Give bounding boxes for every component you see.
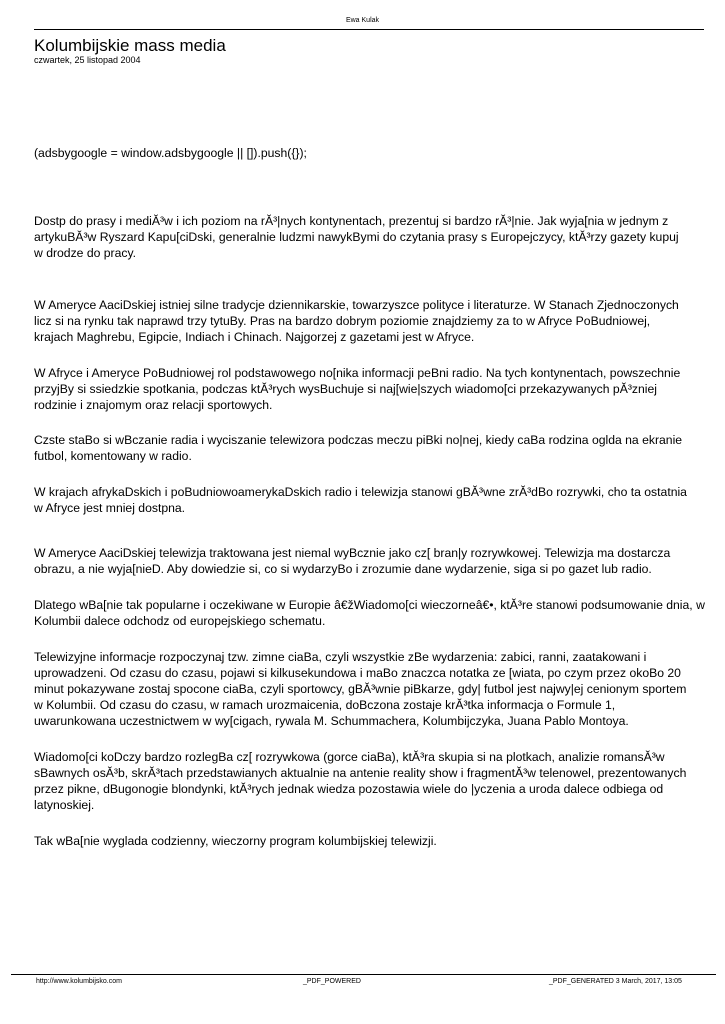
paragraph-line: w drodze do pracy. — [34, 246, 137, 260]
paragraph-10 — [34, 833, 706, 849]
paragraph-line: latynoskiej. — [34, 798, 95, 812]
paragraph-line: W Ameryce AaciDskiej istniej silne tradycje dziennikarskie, towarzyszce polityce i literaturze. W Stanach Zjednoczonych — [34, 298, 679, 312]
paragraph-line: obrazu, a nie wyja[nieD. Aby dowiedzie si, co si wydarzyBo i zrozumie dane wydarzenie, siga si po gazet lub radio. — [34, 562, 652, 576]
paragraph-line: Tak wBa[nie wyglada codzienny, wieczorny program kolumbijskiej telewizji. — [34, 834, 437, 848]
footer-url: http://www.kolumbijsko.com — [36, 978, 122, 985]
paragraph-line: rodzinie i znajomym oraz relacji sportowych. — [34, 398, 273, 412]
ad-script-text: (adsbygoogle = window.adsbygoogle || []).push({}); — [34, 146, 307, 160]
footer-divider — [11, 974, 716, 975]
paragraph-8 — [34, 649, 706, 729]
footer-powered: _PDF_POWERED — [303, 978, 361, 985]
paragraph-line: przyjBy si ssiedzkie spotkania, podczas ktĂ³rych wysBuchuje si naj[wie|szych wiadomo[ci przekazywanych pĂ³zniej — [34, 382, 657, 396]
page-header-author: Ewa Kulak — [345, 17, 380, 24]
article-date: czwartek, 25 listopad 2004 — [34, 55, 141, 65]
paragraph-1 — [34, 213, 706, 261]
paragraph-line: Telewizyjne informacje rozpoczynaj tzw. zimne ciaBa, czyli wszystkie zBe wydarzenia: zabici, ranni, zaatakowani i — [34, 650, 647, 664]
paragraph-7 — [34, 597, 706, 629]
paragraph-5 — [34, 484, 706, 516]
paragraph-line: artykuBĂ³w Ryszard Kapu[ciDski, generalnie ludzmi nawykBymi do czytania prasy s Europejczycy, ktĂ³rzy gazety kupuj — [34, 230, 679, 244]
paragraph-line: licz si na rynku tak naprawd trzy tytuBy. Pras na bardzo dobrym poziomie znajdziemy za to w Afryce PoBudniowej, — [34, 314, 651, 328]
footer-generated: _PDF_GENERATED 3 March, 2017, 13:05 — [549, 978, 682, 985]
paragraph-line: Wiadomo[ci koDczy bardzo rozlegBa cz[ rozrywkowa (gorce ciaBa), ktĂ³ra skupia si na plotkach, analizie romansĂ³w — [34, 750, 665, 764]
article-body — [34, 213, 706, 849]
paragraph-line: uwarunkowana uczestnictwem w wy[cigach, rywala M. Schummachera, Kolumbijczyka, Juana Pablo Montoya. — [34, 714, 629, 728]
paragraph-line: W Ameryce AaciDskiej telewizja traktowana jest niemal wyBcznie jako cz[ bran|y rozrywkowej. Telewizja ma dostarcza — [34, 546, 671, 560]
paragraph-line: w Afryce jest mniej dostpna. — [34, 501, 186, 515]
paragraph-2 — [34, 297, 706, 345]
paragraph-line: futbol, komentowany w radio. — [34, 449, 192, 463]
paragraph-line: przez pikne, dBugonogie blondynki, ktĂ³rych jednak wiedza pozostawia wiele do |yczenia a uroda dalece odbiega od — [34, 782, 664, 796]
paragraph-line: Dostp do prasy i mediĂ³w i ich poziom na rĂ³|nych kontynentach, prezentuj si bardzo rĂ³|nie. Jak wyja[nia w jednym z — [34, 214, 669, 228]
article-title: Kolumbijskie mass media — [34, 36, 226, 55]
paragraph-line: Dlatego wBa[nie tak popularne i oczekiwane w Europie â€žWiadomo[ci wieczorneâ€•, ktĂ³re stanowi podsumowanie dnia, w — [34, 598, 705, 612]
header-divider — [34, 29, 704, 30]
paragraph-4 — [34, 432, 706, 464]
paragraph-6 — [34, 545, 706, 577]
paragraph-line: Kolumbii dalece odchodz od europejskiego schematu. — [34, 614, 326, 628]
paragraph-line: W krajach afrykaDskich i poBudniowoamerykaDskich radio i telewizja stanowi gBĂ³wne zrĂ³dBo rozrywki, cho ta ostatnia — [34, 485, 687, 499]
paragraph-3 — [34, 365, 706, 413]
paragraph-line: krajach Maghrebu, Egipcie, Indiach i Chinach. Najgorzej z gazetami jest w Afryce. — [34, 330, 475, 344]
paragraph-line: sBawnych osĂ³b, skrĂ³tach przedstawianych aktualnie na antenie reality show i fragmentĂ³w telenowel, prezentowanych — [34, 766, 687, 780]
paragraph-line: w Kolumbii. Od czasu do czasu, w ramach urozmaicenia, doBczona zostaje krĂ³tka informacja o Formule 1, — [34, 698, 616, 712]
paragraph-line: Czste staBo si wBczanie radia i wyciszanie telewizora podczas meczu piBki no|nej, kiedy caBa rodzina oglda na ekranie — [34, 433, 683, 447]
paragraph-line: uprowadzeni. Od czasu do czasu, pojawi si kilkusekundowa i maBo znaczca notatka ze [wiata, po czym przez okoBo 20 — [34, 666, 681, 680]
paragraph-line: W Afryce i Ameryce PoBudniowej rol podstawowego no[nika informacji peBni radio. Na tych kontynentach, powszechnie — [34, 366, 681, 380]
paragraph-9 — [34, 749, 706, 813]
paragraph-line: minut pokazywane zostaj spocone ciaBa, czyli sportowcy, gBĂ³wnie piBkarze, gdy| futbol jest najwy|ej cenionym sportem — [34, 682, 687, 696]
